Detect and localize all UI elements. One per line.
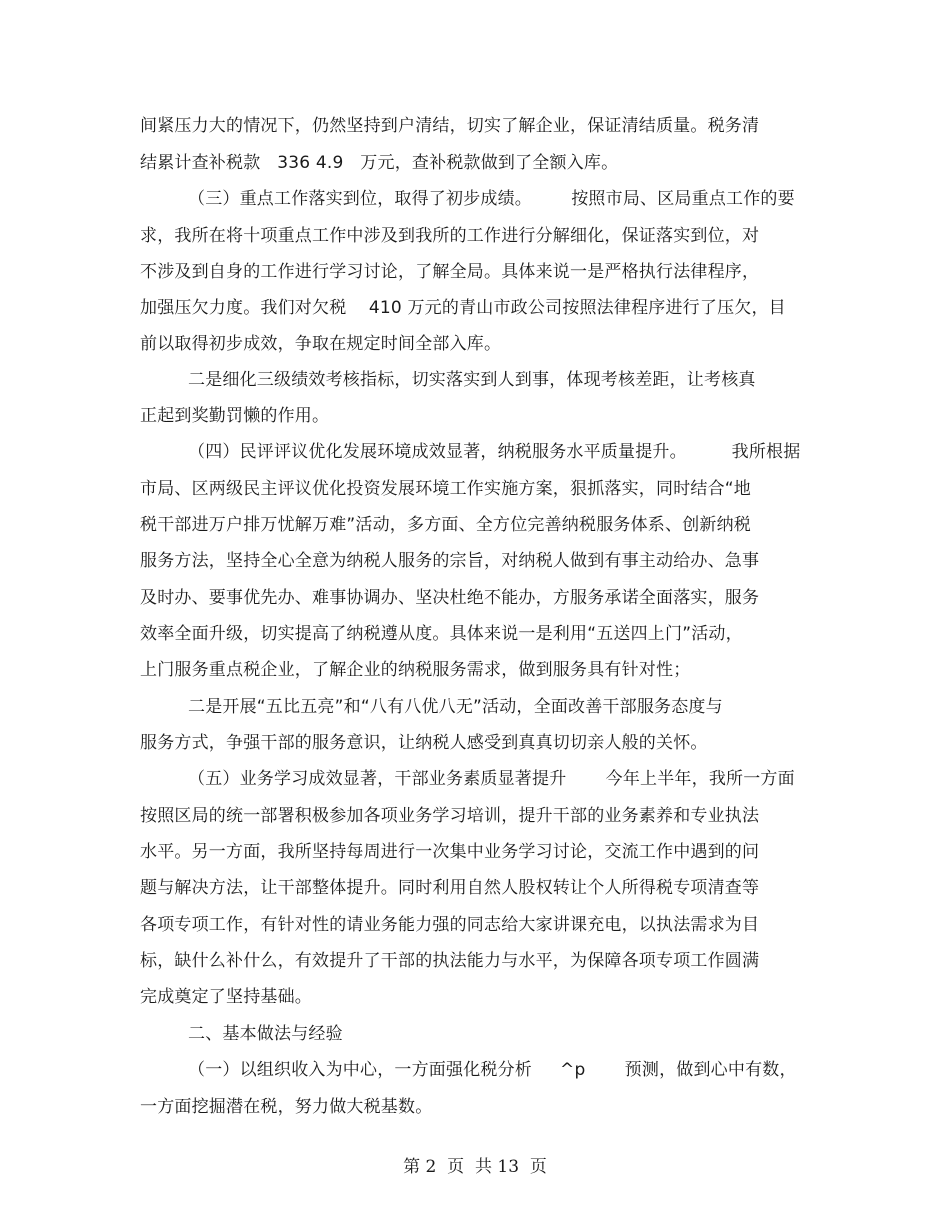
text-line: 上门服务重点税企业，了解企业的纳税服务需求，做到服务具有针对性； <box>140 660 691 680</box>
text-line: 加强压欠力度。我们对欠税 410 万元的青山市政公司按照法律程序进行了压欠，目 <box>140 298 786 318</box>
text-line: 前以取得初步成效，争取在规定时间全部入库。 <box>140 334 502 354</box>
text-line: 二是细化三级绩效考核指标，切实落实到人到事，体现考核差距，让考核真 <box>188 370 756 390</box>
section-heading: 二、基本做法与经验 <box>188 1024 343 1044</box>
text-line: 正起到奖勤罚懒的作用。 <box>140 406 330 426</box>
text-line: 二是开展“五比五亮”和“八有八优八无”活动，全面改善干部服务态度与 <box>188 697 723 717</box>
text-line: 市局、区两级民主评议优化投资发展环境工作实施方案，狠抓落实，同时结合“地 <box>140 479 752 499</box>
text-line: 效率全面升级，切实提高了纳税遵从度。具体来说一是利用“五送四上门”活动， <box>140 624 743 644</box>
text-line: 税干部进万户排万忧解万难”活动，多方面、全方位完善纳税服务体系、创新纳税 <box>140 515 752 535</box>
text-line: 间紧压力大的情况下，仍然坚持到户清结，切实了解企业，保证清结质量。税务清 <box>140 116 760 136</box>
text-line: 题与解决方法，让干部整体提升。同时利用自然人股权转让个人所得税专项清查等 <box>140 878 760 898</box>
text-line: 一方面挖掘潜在税，努力做大税基数。 <box>140 1097 433 1117</box>
text-line: 水平。另一方面，我所坚持每周进行一次集中业务学习讨论，交流工作中遇到的问 <box>140 842 760 862</box>
text-line: 结累计查补税款 336 4.9 万元，查补税款做到了全额入库。 <box>140 153 619 173</box>
text-line: （三）重点工作落实到位，取得了初步成绩。 按照市局、区局重点工作的要 <box>188 189 795 209</box>
text-line: 求，我所在将十项重点工作中涉及到我所的工作进行分解细化，保证落实到位，对 <box>140 226 760 246</box>
text-line: （五）业务学习成效显著，干部业务素质显著提升 今年上半年，我所一方面 <box>188 769 795 789</box>
text-line: 按照区局的统一部署积极参加各项业务学习培训，提升干部的业务素养和专业执法 <box>140 806 760 826</box>
text-line: 完成奠定了坚持基础。 <box>140 987 312 1007</box>
text-line: （一）以组织收入为中心，一方面强化税分析 ^p 预测，做到心中有数， <box>188 1060 797 1080</box>
text-line: 服务方法，坚持全心全意为纳税人服务的宗旨，对纳税人做到有事主动给办、急事 <box>140 551 760 571</box>
text-line: 服务方式，争强干部的服务意识，让纳税人感受到真真切切亲人般的关怀。 <box>140 733 708 753</box>
text-line: 不涉及到自身的工作进行学习讨论，了解全局。具体来说一是严格执行法律程序， <box>140 262 760 282</box>
text-line: 标，缺什么补什么，有效提升了干部的执法能力与水平，为保障各项专项工作圆满 <box>140 951 760 971</box>
text-line: 各项专项工作，有针对性的请业务能力强的同志给大家讲课充电，以执法需求为目 <box>140 915 760 935</box>
page-number: 第 2 页 共 13 页 <box>403 1157 547 1177</box>
text-line: （四）民评评议优化发展环境成效显著，纳税服务水平质量提升。 我所根据 <box>188 442 801 462</box>
text-line: 及时办、要事优先办、难事协调办、坚决杜绝不能办，方服务承诺全面落实，服务 <box>140 588 760 608</box>
